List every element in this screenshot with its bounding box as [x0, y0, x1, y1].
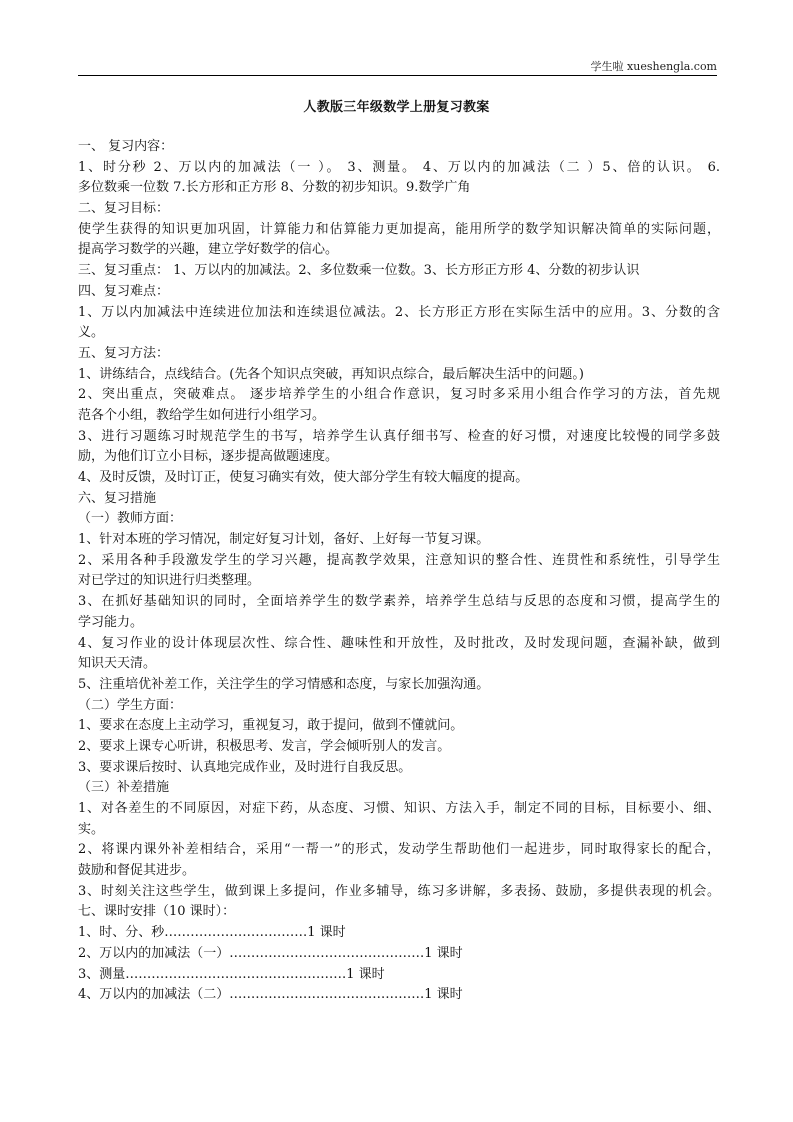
- text-line: 1、针对本班的学习情况，制定好复习计划，备好、上好每一节复习课。: [78, 532, 490, 548]
- text-line: （二）学生方面：: [78, 697, 183, 713]
- text-line: 多位数乘一位数 7.长方形和正方形 8、分数的初步知识。9.数学广角: [78, 180, 471, 196]
- document-body: [78, 137, 720, 1006]
- text-line: 1、讲练结合，点线结合。(先各个知识点突破，再知识点综合，最后解决生活中的问题。): [78, 366, 584, 382]
- text-line: 知识天天清。: [78, 656, 157, 672]
- text-line: 学习能力。: [78, 614, 144, 630]
- text-line: 1、对各差生的不同原因，对症下药，从态度、习惯、知识、方法入手，制定不同的目标，目标要小、细、: [78, 801, 720, 816]
- text-line: （三）补差措施: [78, 780, 170, 796]
- text-line: 范各个小组，教给学生如何进行小组学习。: [78, 407, 326, 423]
- text-line: 二、复习目标：: [78, 201, 170, 217]
- text-line: 2、将课内课外补差相结合，采用“一帮一”的形式，发动学生帮助他们一起进步，同时取得家长的配合，: [78, 842, 720, 858]
- text-line: 七、课时安排（10 课时）：: [78, 904, 236, 920]
- text-line: 3、测量……………………………………………1 课时: [78, 966, 385, 982]
- text-line: 一、 复习内容：: [78, 139, 174, 154]
- text-line: 对已学过的知识进行归类整理。: [78, 573, 261, 589]
- header-rule: [78, 75, 717, 76]
- text-line: 5、注重培优补差工作，关注学生的学习情感和态度，与家长加强沟通。: [78, 676, 490, 692]
- text-line: 3、要求课后按时、认真地完成作业，及时进行自我反思。: [78, 759, 412, 775]
- text-line: 2、突出重点，突破难点。 逐步培养学生的小组合作意识，复习时多采用小组合作学习的方法，首先规: [78, 387, 720, 403]
- text-line: 1、时、分、秒……………………………1 课时: [78, 925, 346, 941]
- text-line: 3、在抓好基础知识的同时，全面培养学生的数学素养，培养学生总结与反思的态度和习惯，提高学生的: [78, 594, 720, 610]
- text-line: 1、时分秒 2、万以内的加减法（一 ）。 3、测量。 4、万以内的加减法（二 ）5、倍的认识。 6.: [78, 159, 720, 175]
- text-line: 1、万以内加减法中连续进位加法和连续退位减法。2、长方形正方形在实际生活中的应用。3、分数的含: [78, 304, 720, 320]
- text-line: 1、要求在态度上主动学习，重视复习，敢于提问，做到不懂就问。: [78, 718, 464, 734]
- text-line: 使学生获得的知识更加巩固，计算能力和估算能力更加提高，能用所学的数学知识解决简单的实际问题，: [78, 221, 720, 237]
- text-line: 鼓励和督促其进步。: [78, 863, 196, 879]
- text-line: 三、复习重点： 1、万以内的加减法。2、多位数乘一位数。3、长方形正方形 4、分数的初步认识: [78, 263, 640, 279]
- text-line: 五、复习方法：: [78, 345, 170, 361]
- text-line: 义。: [78, 325, 105, 341]
- text-line: 提高学习数学的兴趣，建立学好数学的信心。: [78, 242, 339, 258]
- text-line: 4、及时反馈，及时订正，使复习确实有效，使大部分学生有较大幅度的提高。: [78, 470, 529, 485]
- text-line: 2、万以内的加减法（一）………………………………………1 课时: [78, 945, 463, 961]
- document-title: 人教版三年级数学上册复习教案: [303, 100, 490, 115]
- text-line: 4、万以内的加减法（二）………………………………………1 课时: [78, 987, 463, 1003]
- text-line: 励，为他们订立小目标，逐步提高做题速度。: [78, 449, 339, 465]
- text-line: 3、时刻关注这些学生，做到课上多提问，作业多辅导，练习多讲解，多表扬、鼓励，多提供表现的机会。: [78, 883, 720, 899]
- text-line: 2、采用各种手段激发学生的学习兴趣，提高教学效果，注意知识的整合性、连贯性和系统性，引导学生: [78, 552, 720, 568]
- text-line: 四、复习难点：: [78, 283, 170, 299]
- text-line: 4、复习作业的设计体现层次性、综合性、趣味性和开放性，及时批改，及时发现问题，查漏补缺，做到: [78, 635, 720, 651]
- text-line: 3、进行习题练习时规范学生的书写，培养学生认真仔细书写、检查的好习惯，对速度比较慢的同学多鼓: [78, 428, 720, 444]
- header-site-label: 学生啦 xueshengla.com: [590, 60, 717, 73]
- text-line: 2、要求上课专心听讲，积极思考、发言，学会倾听别人的发言。: [78, 738, 451, 754]
- text-line: （一）教师方面：: [78, 511, 183, 527]
- text-line: 实。: [78, 821, 105, 837]
- text-line: 六、复习措施: [78, 490, 157, 506]
